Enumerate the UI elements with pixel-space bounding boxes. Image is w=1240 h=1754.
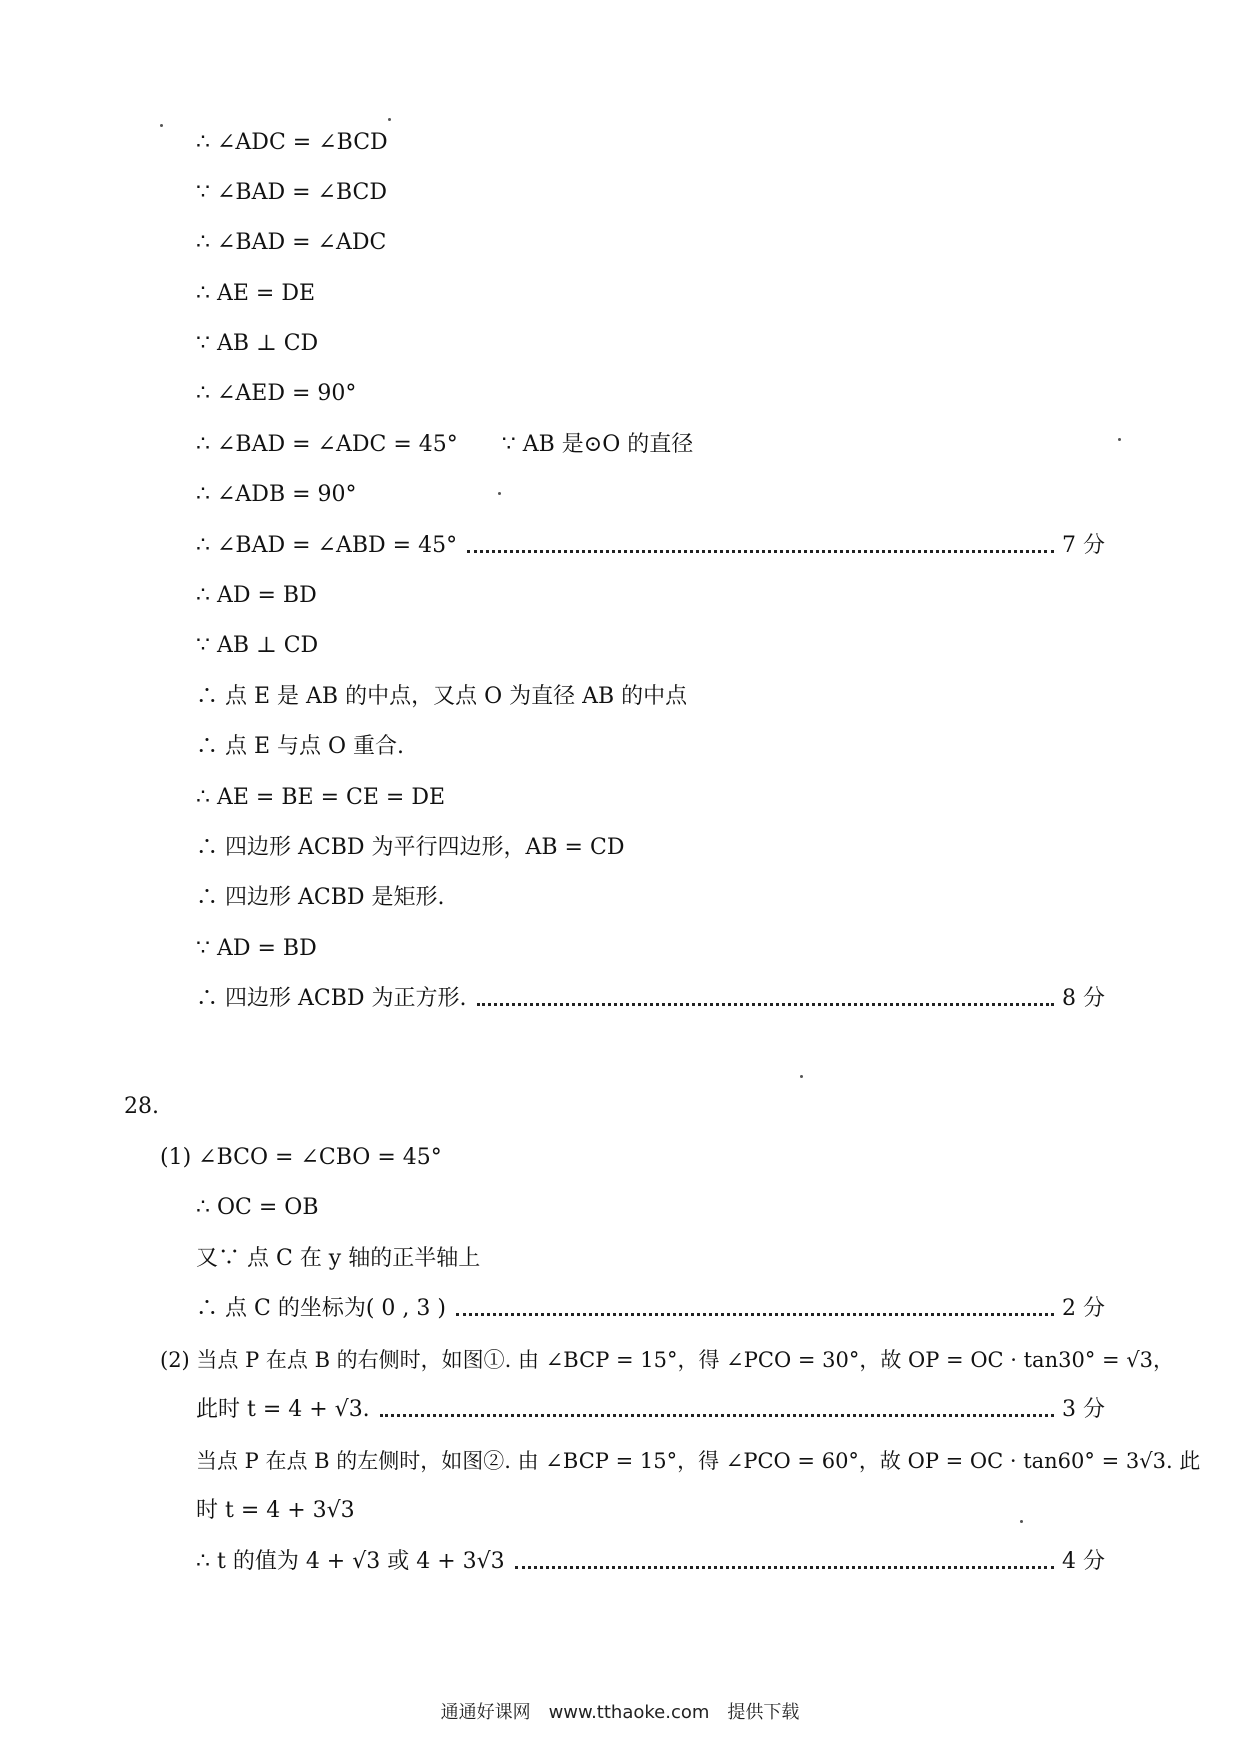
proof-line-scored — [196, 984, 1105, 1014]
proof-line: ∴ 四边形 ACBD 为平行四边形，AB = CD — [196, 835, 625, 860]
proof-line-text: ∴ ∠BAD = ∠ABD = 45° — [196, 533, 458, 558]
proof-line: ∴ 四边形 ACBD 是矩形. — [196, 885, 445, 910]
proof-line: ∴ ∠BAD = ∠ADC — [196, 230, 387, 255]
solution-line: 时 t = 4 + 3√3 — [196, 1498, 355, 1523]
dot-leader — [477, 1003, 1055, 1006]
solution-line: (2) 当点 P 在点 B 的右侧时，如图①. 由 ∠BCP = 15°，得 ∠PCO = 30°，故 OP = OC · tan30° = √3， — [160, 1348, 1175, 1372]
solution-line-text: ∴ t 的值为 4 + √3 或 4 + 3√3 — [196, 1549, 505, 1574]
proof-line: ∴ AE = DE — [196, 281, 316, 306]
solution-line-text: ∴ 点 C 的坐标为( 0 , 3 ) — [196, 1296, 446, 1321]
dot-leader — [456, 1313, 1054, 1316]
solution-line: ∴ OC = OB — [196, 1195, 319, 1220]
proof-line: ∴ 点 E 是 AB 的中点，又点 O 为直径 AB 的中点 — [196, 684, 688, 709]
scan-speck — [160, 124, 163, 127]
solution-line: 又∵ 点 C 在 y 轴的正半轴上 — [196, 1246, 481, 1271]
proof-line: ∵ AD = BD — [196, 936, 317, 961]
solution-line-text: 此时 t = 4 + √3. — [196, 1397, 370, 1422]
page-footer: 通通好课网 www.tthaoke.com 提供下载 — [440, 1702, 800, 1723]
dot-leader — [515, 1566, 1054, 1569]
scan-speck — [1118, 438, 1121, 441]
dot-leader — [380, 1414, 1054, 1417]
score-label: 4 分 — [1062, 1549, 1105, 1574]
proof-line: ∴ AD = BD — [196, 583, 317, 608]
proof-line-text: ∴ 四边形 ACBD 为正方形. — [196, 986, 467, 1011]
proof-line: ∵ ∠BAD = ∠BCD — [196, 180, 388, 205]
solution-line: 当点 P 在点 B 的左侧时，如图②. 由 ∠BCP = 15°，得 ∠PCO = 60°，故 OP = OC · tan60° = 3√3. 此 — [196, 1449, 1201, 1473]
proof-line: ∵ AB ⊥ CD — [196, 633, 319, 658]
score-label: 8 分 — [1062, 986, 1105, 1011]
proof-line: ∴ ∠BAD = ∠ADC = 45° ∵ AB 是⊙O 的直径 — [196, 432, 694, 457]
scan-speck — [388, 118, 391, 121]
proof-line: ∴ AE = BE = CE = DE — [196, 785, 446, 810]
score-label: 3 分 — [1062, 1397, 1105, 1422]
question-number: 28. — [124, 1094, 159, 1119]
solution-line-scored — [196, 1395, 1105, 1425]
proof-line: ∴ ∠ADC = ∠BCD — [196, 130, 388, 155]
dot-leader — [467, 550, 1054, 553]
proof-line: ∴ ∠ADB = 90° — [196, 482, 357, 507]
proof-line: ∴ ∠AED = 90° — [196, 381, 357, 406]
scan-speck — [1020, 1520, 1023, 1523]
proof-line-scored — [196, 531, 1105, 561]
proof-line: ∴ 点 E 与点 O 重合. — [196, 734, 405, 759]
scan-speck — [498, 492, 501, 495]
score-label: 7 分 — [1062, 533, 1105, 558]
score-label: 2 分 — [1062, 1296, 1105, 1321]
solution-line: (1) ∠BCO = ∠CBO = 45° — [160, 1145, 442, 1170]
solution-line-scored — [196, 1547, 1105, 1577]
solution-line-scored — [196, 1294, 1105, 1324]
scan-speck — [800, 1075, 803, 1078]
proof-line: ∵ AB ⊥ CD — [196, 331, 319, 356]
